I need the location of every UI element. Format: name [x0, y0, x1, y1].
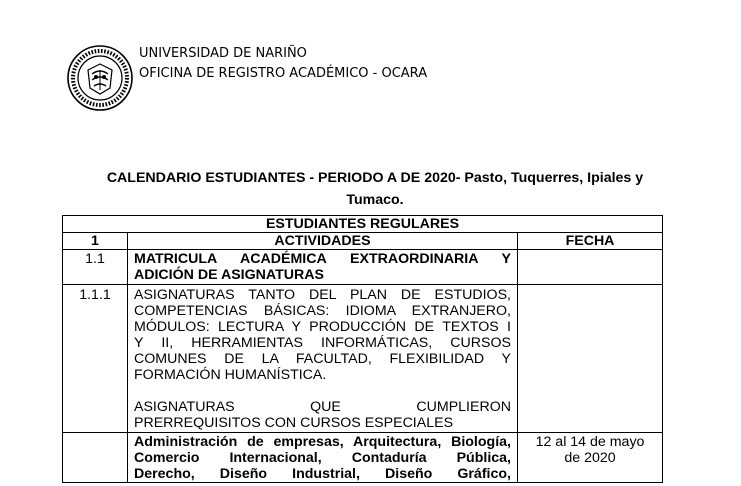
- activity-line: MÓDULOS: LECTURA Y PRODUCCIÓN DE TEXTOS I: [134, 319, 511, 335]
- date-line: 12 al 14 de mayo: [535, 434, 645, 450]
- date-line: de 2020: [564, 450, 616, 466]
- activity-line: ASIGNATURAS TANTO DEL PLAN DE ESTUDIOS,: [134, 287, 511, 303]
- section-header-row: [63, 216, 663, 233]
- activity-line: Administración de empresas, Arquitectura, Biología,: [134, 434, 511, 450]
- activity-cell: [128, 250, 518, 285]
- activity-line: Derecho, Diseño Industrial, Diseño Gráfico,: [134, 466, 511, 482]
- activity-line: ASIGNATURAS QUE CUMPLIERON: [134, 399, 511, 415]
- university-name: UNIVERSIDAD DE NARIÑO: [139, 46, 307, 61]
- activity-line: COMUNES DE LA FACULTAD, FLEXIBILIDAD Y: [134, 351, 511, 367]
- activity-line: MATRICULA ACADÉMICA EXTRAORDINARIA Y: [134, 251, 511, 267]
- row-number: 1.1: [63, 250, 128, 285]
- activity-cell: [128, 285, 518, 433]
- title-line-1: CALENDARIO ESTUDIANTES - PERIODO A DE 2020- Pasto, Tuquerres, Ipiales y: [106, 170, 644, 186]
- row-number: [63, 433, 128, 483]
- activity-line: PRERREQUISITOS CON CURSOS ESPECIALES: [134, 415, 454, 431]
- table-row: [63, 433, 663, 483]
- date-header: FECHA: [518, 233, 663, 250]
- date-cell: [518, 285, 663, 433]
- activity-line: Y II, HERRAMIENTAS INFORMÁTICAS, CURSOS: [134, 335, 511, 351]
- document-title: [82, 167, 668, 211]
- spacer: [134, 383, 511, 399]
- section-header: ESTUDIANTES REGULARES: [63, 216, 663, 233]
- date-cell: [518, 250, 663, 285]
- activity-line: COMPETENCIAS BÁSICAS: IDIOMA EXTRANJERO,: [134, 303, 511, 319]
- num-header: 1: [63, 233, 128, 250]
- activity-line: Comercio Internacional, Contaduría Pública,: [134, 450, 511, 466]
- institution-header: [139, 44, 427, 84]
- activities-header: ACTIVIDADES: [128, 233, 518, 250]
- date-cell: [518, 433, 663, 483]
- calendar-table: [62, 215, 663, 483]
- table-row: [63, 285, 663, 433]
- activity-line: ADICIÓN DE ASIGNATURAS: [134, 267, 324, 283]
- table-row: [63, 250, 663, 285]
- column-header-row: [63, 233, 663, 250]
- title-line-2: Tumaco.: [346, 192, 404, 208]
- activity-line: FORMACIÓN HUMANÍSTICA.: [134, 367, 327, 383]
- activity-cell: [128, 433, 518, 483]
- office-name: OFICINA DE REGISTRO ACADÉMICO - OCARA: [139, 66, 428, 81]
- university-seal-logo: [66, 44, 134, 112]
- row-number: 1.1.1: [63, 285, 128, 433]
